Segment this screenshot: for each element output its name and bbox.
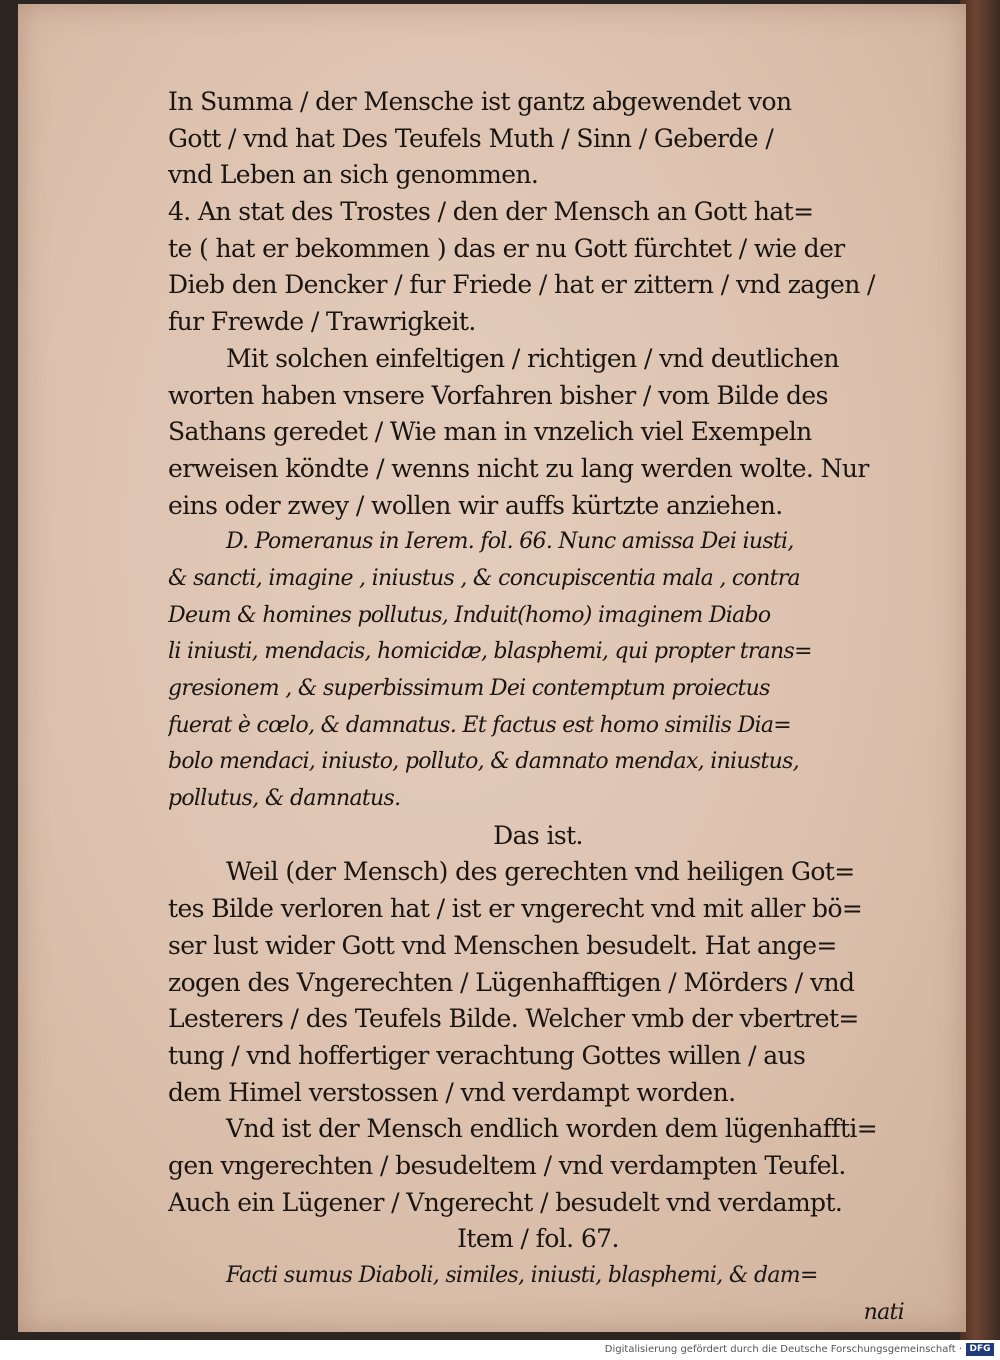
- text-line: fur Frewde / Trawrigkeit.: [168, 307, 476, 337]
- text-line: ser lust wider Gott vnd Menschen besudelt. Hat ange=: [168, 930, 837, 960]
- latin-line: nati: [863, 1299, 904, 1325]
- text-line: Auch ein Lügener / Vngerecht / besudelt vnd verdampt.: [168, 1187, 843, 1217]
- page-text: [168, 84, 908, 1331]
- text-line: Mit solchen einfeltigen / richtigen / vnd deutlichen: [226, 343, 839, 373]
- text-line: 4. An stat des Trostes / den der Mensch an Gott hat=: [168, 197, 814, 227]
- text-line: Lesterers / des Teufels Bilde. Welcher vmb der vbertret=: [168, 1004, 859, 1034]
- latin-line: li iniusti, mendacis, homicidæ, blasphemi, qui propter trans=: [168, 639, 812, 665]
- dfg-logo-icon: DFG: [966, 1343, 994, 1356]
- latin-line: D. Pomeranus in Ierem. fol. 66. Nunc amissa Dei iusti,: [226, 529, 794, 555]
- footer-bar: [0, 1340, 1000, 1360]
- text-line: Sathans geredet / Wie man in vnzelich viel Exempeln: [168, 417, 812, 447]
- text-line: worten haben vnsere Vorfahren bisher / vom Bilde des: [168, 380, 828, 410]
- latin-line: & sancti, imagine , iniustus , & concupiscentia mala , contra: [168, 565, 800, 591]
- text-line: tung / vnd hoffertiger verachtung Gottes willen / aus: [168, 1040, 806, 1070]
- text-line: In Summa / der Mensche ist gantz abgewendet von: [168, 87, 792, 116]
- funding-credit: Digitalisierung gefördert durch die Deutsche Forschungsgemeinschaft ·: [604, 1344, 962, 1355]
- text-line: te ( hat er bekommen ) das er nu Gott fürchtet / wie der: [168, 233, 845, 263]
- text-line: gen vngerechten / besudeltem / vnd verdampten Teufel.: [168, 1150, 846, 1180]
- latin-line: gresionem , & superbissimum Dei contemptum proiectus: [168, 676, 770, 701]
- text-line: tes Bilde verloren hat / ist er vngerecht vnd mit aller bö=: [168, 894, 863, 924]
- book-page: [18, 4, 966, 1332]
- text-line: dem Himel verstossen / vnd verdampt worden.: [168, 1077, 736, 1107]
- section-heading: Das ist.: [493, 820, 583, 850]
- text-line: zogen des Vngerechten / Lügenhafftigen / Mörders / vnd: [168, 967, 855, 997]
- latin-line: fuerat è cœlo, & damnatus. Et factus est homo similis Dia=: [168, 712, 791, 738]
- book-edge: [960, 0, 1000, 1340]
- latin-line: Deum & homines pollutus, Induit(homo) imaginem Diabo: [168, 602, 771, 628]
- text-line: Gott / vnd hat Des Teufels Muth / Sinn / Geberde /: [168, 123, 774, 153]
- section-heading: Item / fol. 67.: [457, 1224, 619, 1254]
- text-line: Vnd ist der Mensch endlich worden dem lügenhaffti=: [226, 1114, 878, 1144]
- text-line: Dieb den Dencker / fur Friede / hat er zittern / vnd zagen /: [168, 270, 875, 300]
- text-line: Weil (der Mensch) des gerechten vnd heiligen Got=: [226, 857, 855, 887]
- latin-line: pollutus, & damnatus.: [168, 786, 401, 812]
- text-line: vnd Leben an sich genommen.: [168, 160, 539, 190]
- latin-line: Facti sumus Diaboli, similes, iniusti, blasphemi, & dam=: [226, 1263, 818, 1288]
- text-line: eins oder zwey / wollen wir auffs kürtzte anziehen.: [168, 490, 783, 520]
- text-line: erweisen köndte / wenns nicht zu lang werden wolte. Nur: [168, 453, 869, 483]
- latin-line: bolo mendaci, iniusto, polluto, & damnato mendax, iniustus,: [168, 749, 799, 775]
